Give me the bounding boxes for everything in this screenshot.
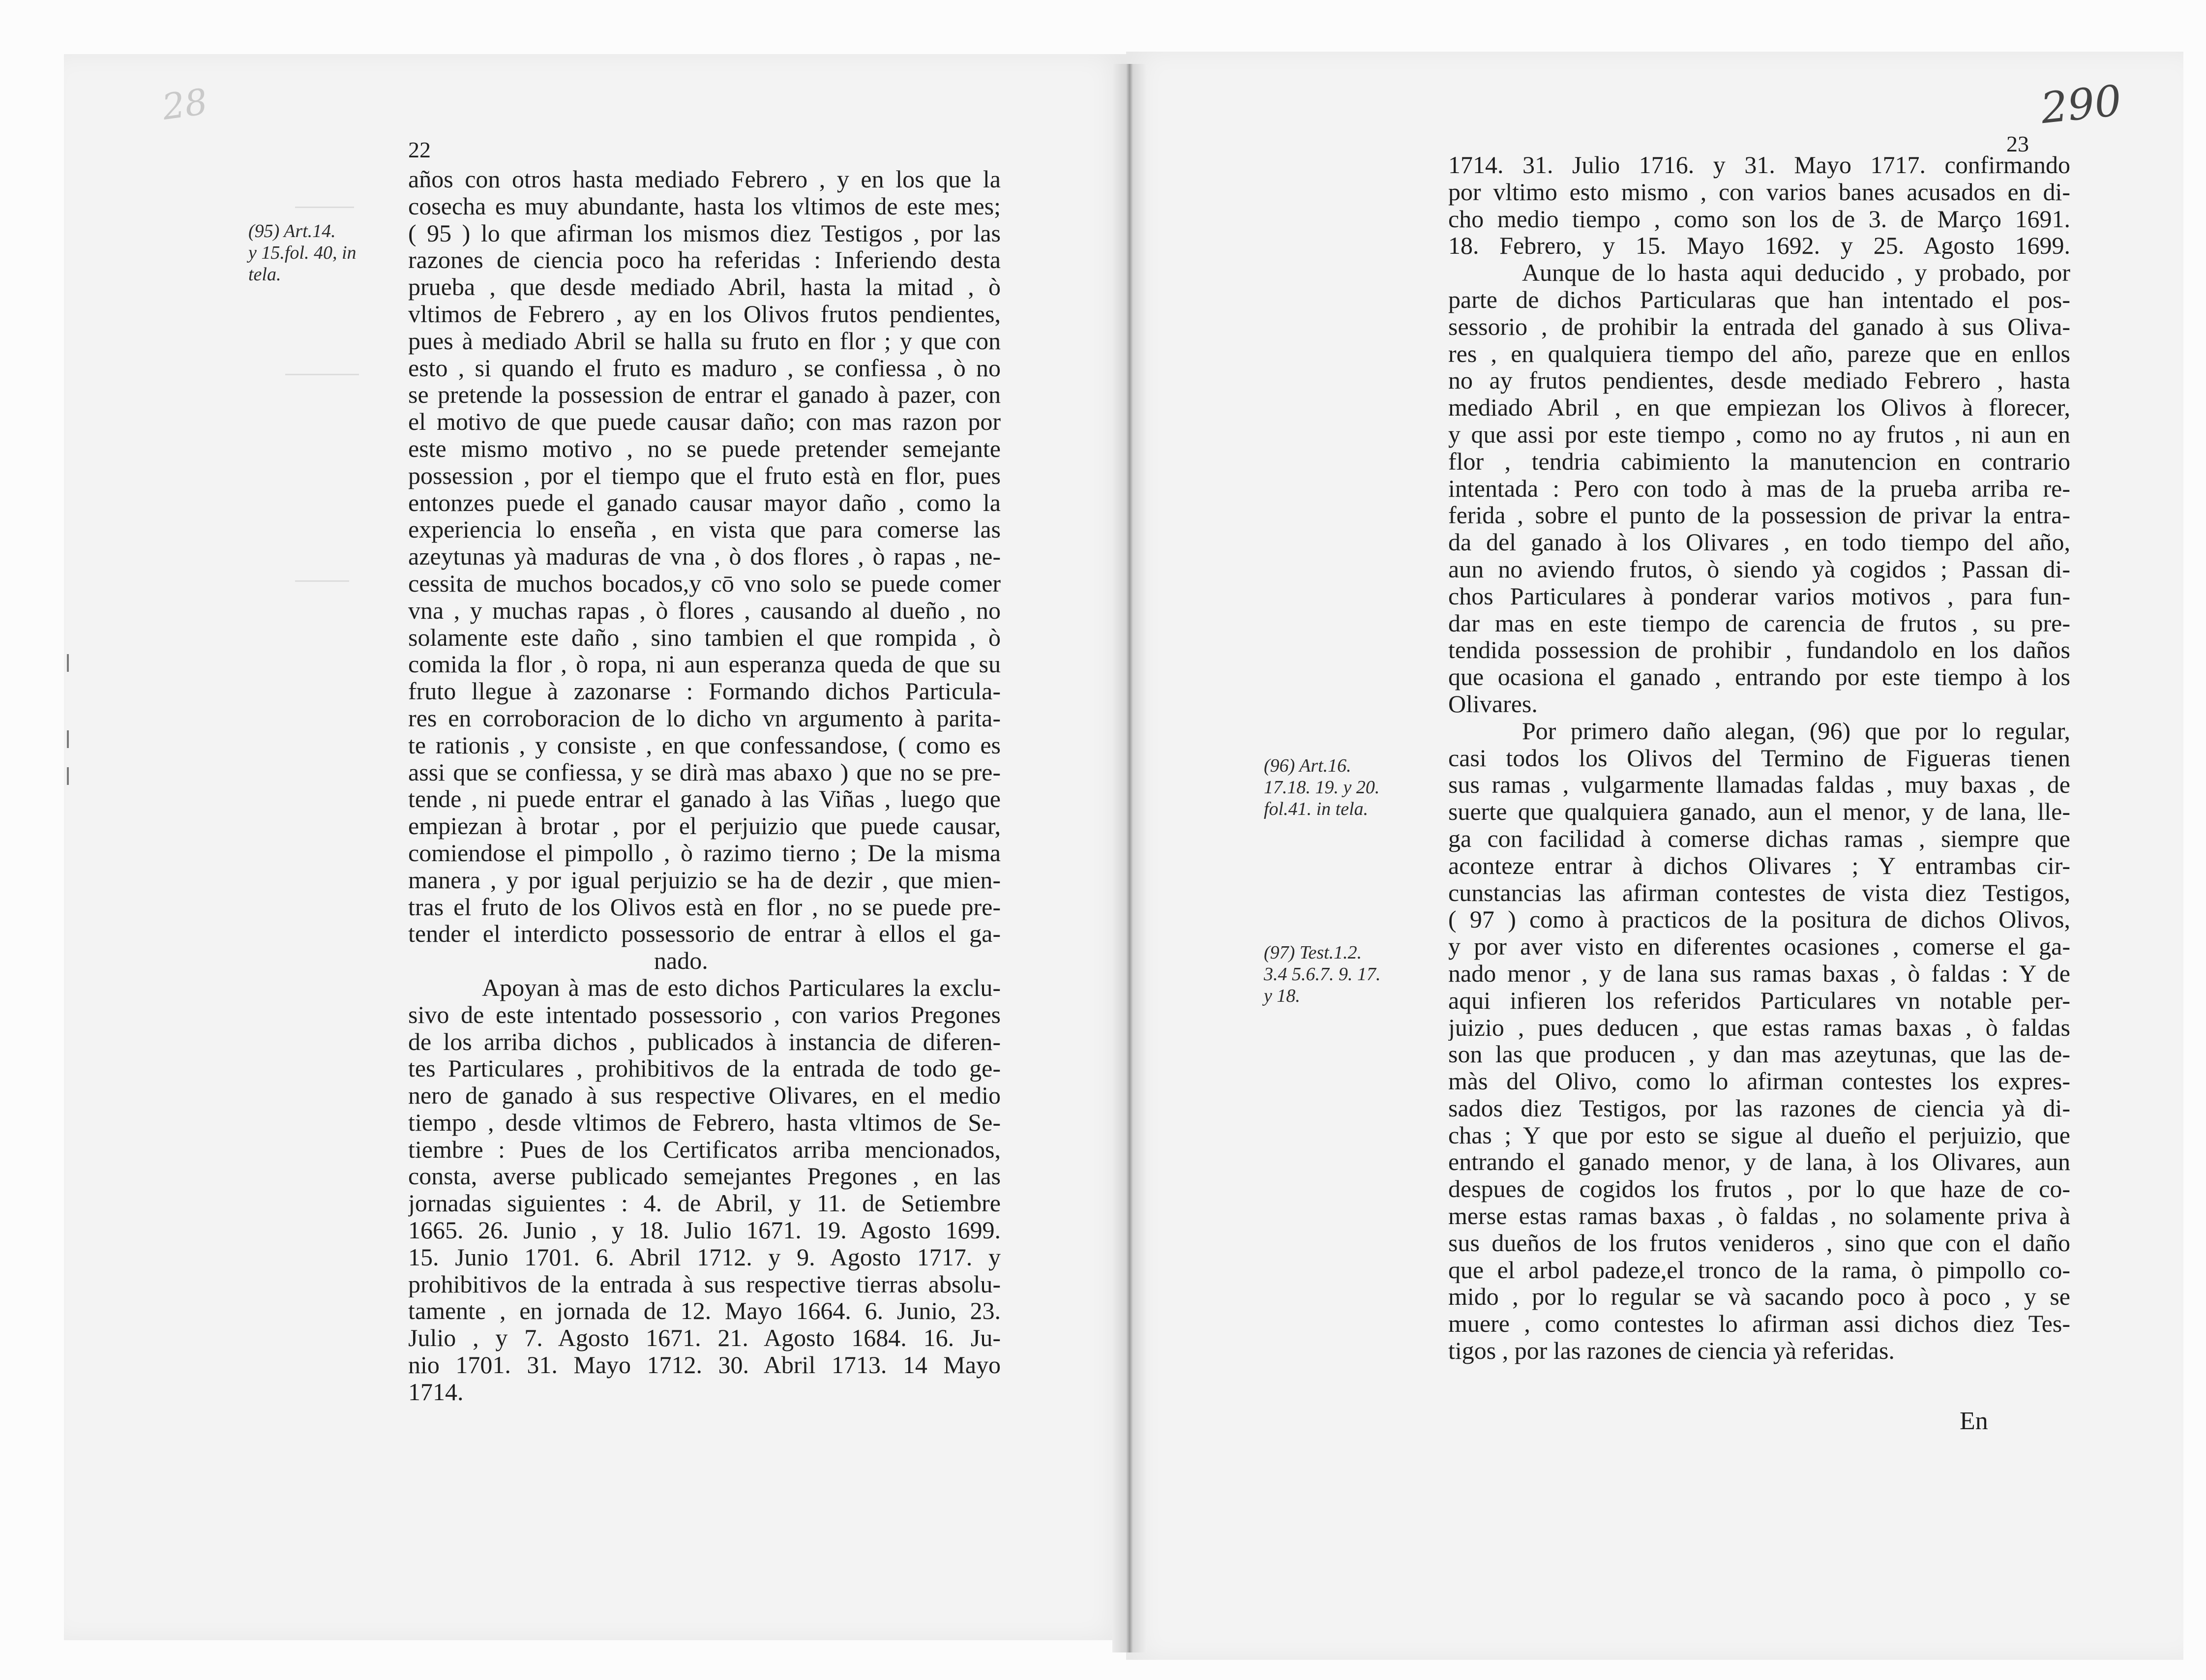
text-line: que el arbol padeze,el tronco de la rama, ò pimpollo co-: [1448, 1256, 2070, 1284]
text-line: mediado Abril , en que empiezan los Olivos à florecer,: [1448, 394, 2070, 421]
margin-note-line: 17.18. 19. y 20.: [1264, 777, 1380, 798]
text-line: manera , y por igual perjuizio se ha de dezir , que mien-: [408, 866, 1001, 894]
text-line: 15. Junio 1701. 6. Abril 1712. y 9. Agosto 1717. y: [408, 1243, 1001, 1271]
text-line: vna , y muchas rapas , ò flores , causando al dueño , no: [408, 597, 1001, 624]
text-line: entonzes puede el ganado causar mayor daño , como la: [408, 489, 1001, 516]
text-line: sus ramas , vulgarmente llamadas faldas , muy baxas , de: [1448, 771, 2070, 799]
text-line: dar mas en este tiempo de carencia de frutos , su pre-: [1448, 609, 2070, 637]
text-line: intentada : Pero con todo à mas de la prueba arriba re-: [1448, 475, 2070, 502]
margin-note-line: fol.41. in tela.: [1264, 799, 1369, 819]
text-line: flor , tendria cabimiento la manutencion en contrario: [1448, 448, 2070, 475]
text-line: ( 95 ) lo que afirman los mismos diez Testigos , por las: [408, 219, 1001, 247]
text-line: suerte que qualquiera ganado, aun el menor, y de lana, lle-: [1448, 798, 2070, 825]
text-line: te rationis , y consiste , en que confessandose, ( como es: [408, 731, 1001, 759]
margin-note-line: y 15.fol. 40, in: [248, 242, 357, 263]
text-line: aconteze entrar à dichos Olivares ; Y entrambas cir-: [1448, 852, 2070, 879]
text-line: tes Particulares , prohibitivos de la entrada de todo ge-: [408, 1055, 1001, 1082]
text-line: Olivares.: [1448, 690, 1538, 718]
margin-note-line: y 18.: [1264, 986, 1300, 1006]
text-line: vltimos de Febrero , ay en los Olivos frutos pendientes,: [408, 300, 1001, 328]
text-line: aqui infieren los referidos Particulares vn notable per-: [1448, 987, 2070, 1014]
bleed-through-mark: [295, 580, 349, 582]
bleed-through-number: 28: [159, 81, 210, 128]
text-line: consta, averse publicado semejantes Pregones , en las: [408, 1163, 1001, 1190]
margin-note-line: (95) Art.14.: [248, 221, 336, 241]
text-line: solamente este daño , sino tambien el que rompida , ò: [408, 624, 1001, 651]
text-line: años con otros hasta mediado Febrero , y en los que la: [408, 166, 1001, 193]
text-line: empiezan à brotar , por el perjuizio que puede causar,: [408, 812, 1001, 840]
margin-note-line: tela.: [248, 264, 281, 285]
text-line: Apoyan à mas de esto dichos Particulares la exclu-: [482, 974, 1001, 1001]
text-line: chas ; Y que por esto se sigue al dueño el perjuizio, que: [1448, 1121, 2070, 1149]
text-line: prueba , que desde mediado Abril, hasta la mitad , ò: [408, 273, 1001, 300]
text-line: res , en qualquiera tiempo del año, pareze que en enllos: [1448, 340, 2070, 367]
text-line: ga con facilidad à comerse dichas ramas , siempre que: [1448, 825, 2070, 852]
text-line: possession , por el tiempo que el fruto està en flor, pues: [408, 462, 1001, 489]
text-line: entrando el ganado menor, y de lana, à los Olivares, aun: [1448, 1148, 2070, 1176]
right-page-body: [1448, 151, 2070, 1364]
left-page-body: [408, 166, 1001, 1406]
left-page-number: 22: [408, 137, 431, 162]
text-line: tende , ni puede entrar el ganado à las Viñas , luego que: [408, 785, 1001, 813]
text-line: ( 97 ) como à practicos de la positura de dichos Olivos,: [1448, 906, 2070, 933]
text-line: que ocasiona el ganado , entrando por este tiempo à los: [1448, 663, 2070, 690]
text-line: Por primero daño alegan, (96) que por lo regular,: [1522, 717, 2070, 745]
text-line: prohibitivos de la entrada à sus respective tierras absolu-: [408, 1270, 1001, 1298]
page-edge-mark: [67, 654, 69, 672]
book-gutter: [1112, 64, 1147, 1652]
text-line: sados diez Testigos, por las razones de ciencia yà di-: [1448, 1094, 2070, 1122]
text-line: tiempo , desde vltimos de Febrero, hasta vltimos de Se-: [408, 1109, 1001, 1136]
text-line: aun no aviendo frutos, ò siendo yà cogidos ; Passan di-: [1448, 555, 2070, 583]
text-line: jornadas siguientes : 4. de Abril, y 11. de Setiembre: [408, 1190, 1001, 1217]
text-line: cessita de muchos bocados,y cō vno solo se puede comer: [408, 570, 1001, 597]
catchword-right: En: [1960, 1407, 1988, 1435]
text-line: muere , como contestes lo afirman assi dichos diez Tes-: [1448, 1310, 2070, 1338]
text-line: 1665. 26. Junio , y 18. Julio 1671. 19. Agosto 1699.: [408, 1217, 1001, 1244]
text-line: sessorio , de prohibir la entrada del ganado à sus Oliva-: [1448, 313, 2070, 340]
text-line: y que assi por este tiempo , como no ay frutos , ni aun en: [1448, 420, 2070, 448]
left-margin-note-95: [248, 220, 357, 285]
text-line: razones de ciencia poco ha referidas : Inferiendo desta: [408, 246, 1001, 274]
text-line: y por aver visto en diferentes ocasiones , comerse el ga-: [1448, 933, 2070, 960]
text-line: 18. Febrero, y 15. Mayo 1692. y 25. Agosto 1699.: [1448, 232, 2070, 260]
page-edge-mark: [67, 767, 69, 785]
handwritten-folio-number: 290: [2038, 76, 2124, 134]
text-line: nio 1701. 31. Mayo 1712. 30. Abril 1713. 14 Mayo: [408, 1351, 1001, 1379]
text-line: despues de cogidos los frutos , por lo que haze de co-: [1448, 1175, 2070, 1203]
text-line: este mismo motivo , no se puede pretender semejante: [408, 435, 1001, 462]
right-page-number: 23: [2006, 131, 2029, 156]
right-margin-note-96: [1264, 755, 1379, 820]
text-line: se pretende la possession de entrar el ganado à pazer, con: [408, 381, 1001, 409]
text-line: chos Particulares à ponderar varios motivos , para fun-: [1448, 582, 2070, 610]
text-line: Aunque de lo hasta aqui deducido , y probado, por: [1522, 259, 2070, 286]
text-line: res en corroboracion de lo dicho vn argumento à parita-: [408, 704, 1001, 732]
text-line: 1714. 31. Julio 1716. y 31. Mayo 1717. confirmando: [1448, 151, 2070, 179]
text-line: tigos , por las razones de ciencia yà referidas.: [1448, 1337, 1895, 1364]
text-line: comida la flor , ò ropa, ni aun esperanza queda de que su: [408, 651, 1001, 678]
catchword-left: 1714.: [408, 1378, 464, 1406]
text-line: comiendose el pimpollo , ò razimo tierno ; De la misma: [408, 839, 1001, 867]
bleed-through-mark: [285, 374, 359, 375]
text-line: cosecha es muy abundante, hasta los vltimos de este mes;: [408, 192, 1001, 220]
text-line: juizio , pues deducen , que estas ramas baxas , ò faldas: [1448, 1014, 2070, 1041]
text-line: màs del Olivo, como lo afirman contestes los expres-: [1448, 1068, 2070, 1095]
text-line: tender el interdicto possessorio de entrar à ellos el ga-: [408, 920, 1001, 948]
text-line: nado.: [654, 947, 708, 974]
text-line: cunstancias las afirman contestes de vista diez Testigos,: [1448, 879, 2070, 906]
page-edge-mark: [67, 730, 69, 748]
text-line: tendida possession de prohibir , fundandolo en los daños: [1448, 636, 2070, 664]
text-line: casi todos los Olivos del Termino de Figueras tienen: [1448, 744, 2070, 772]
text-line: pues à mediado Abril se halla su fruto en flor ; y que con: [408, 327, 1001, 355]
text-line: tiembre : Pues de los Certificatos arriba mencionados,: [408, 1136, 1001, 1163]
bleed-through-mark: [295, 207, 354, 208]
text-line: da del ganado à los Olivares , en todo tiempo del año,: [1448, 529, 2070, 556]
margin-note-line: (97) Test.1.2.: [1264, 942, 1362, 963]
text-line: sivo de este intentado possessorio , con varios Pregones: [408, 1001, 1001, 1028]
text-line: sus dueños de los frutos venideros , sino que con el daño: [1448, 1229, 2070, 1257]
text-line: tamente , en jornada de 12. Mayo 1664. 6. Junio, 23.: [408, 1297, 1001, 1325]
text-line: assi que se confiessa, y se dirà mas abaxo ) que no se pre-: [408, 758, 1001, 786]
text-line: nado menor , y de lana sus ramas baxas , ò faldas : Y de: [1448, 960, 2070, 987]
text-line: esto , si quando el fruto es maduro , se confiessa , ò no: [408, 354, 1001, 382]
text-line: el motivo de que puede causar daño; con mas razon por: [408, 408, 1001, 435]
text-line: experiencia lo enseña , en vista que para comerse las: [408, 516, 1001, 543]
margin-note-line: (96) Art.16.: [1264, 755, 1351, 776]
text-line: por vltimo esto mismo , con varios banes acusados en di-: [1448, 178, 2070, 206]
margin-note-line: 3.4 5.6.7. 9. 17.: [1264, 964, 1381, 985]
text-line: nero de ganado à sus respective Olivares, en el medio: [408, 1082, 1001, 1109]
text-line: merse estas ramas baxas , ò faldas , no solamente priva à: [1448, 1202, 2070, 1230]
text-line: azeytunas yà maduras de vna , ò dos flores , ò rapas , ne-: [408, 543, 1001, 570]
text-line: fruto llegue à zazonarse : Formando dichos Particula-: [408, 678, 1001, 705]
text-line: de los arriba dichos , publicados à instancia de diferen-: [408, 1028, 1001, 1055]
text-line: Julio , y 7. Agosto 1671. 21. Agosto 1684. 16. Ju-: [408, 1324, 1001, 1352]
right-margin-note-97: [1264, 942, 1381, 1007]
text-line: no ay frutos pendientes, desde mediado Febrero , hasta: [1448, 367, 2070, 394]
text-line: ferida , sobre el punto de la possession de privar la entra-: [1448, 502, 2070, 529]
text-line: son las que producen , y dan mas azeytunas, que las de-: [1448, 1041, 2070, 1068]
text-line: mido , por lo regular se và sacando poco à poco , y se: [1448, 1283, 2070, 1311]
text-line: parte de dichos Particularas que han intentado el pos-: [1448, 286, 2070, 313]
text-line: cho medio tiempo , como son los de 3. de Março 1691.: [1448, 205, 2070, 233]
text-line: tras el fruto de los Olivos està en flor , no se puede pre-: [408, 893, 1001, 921]
